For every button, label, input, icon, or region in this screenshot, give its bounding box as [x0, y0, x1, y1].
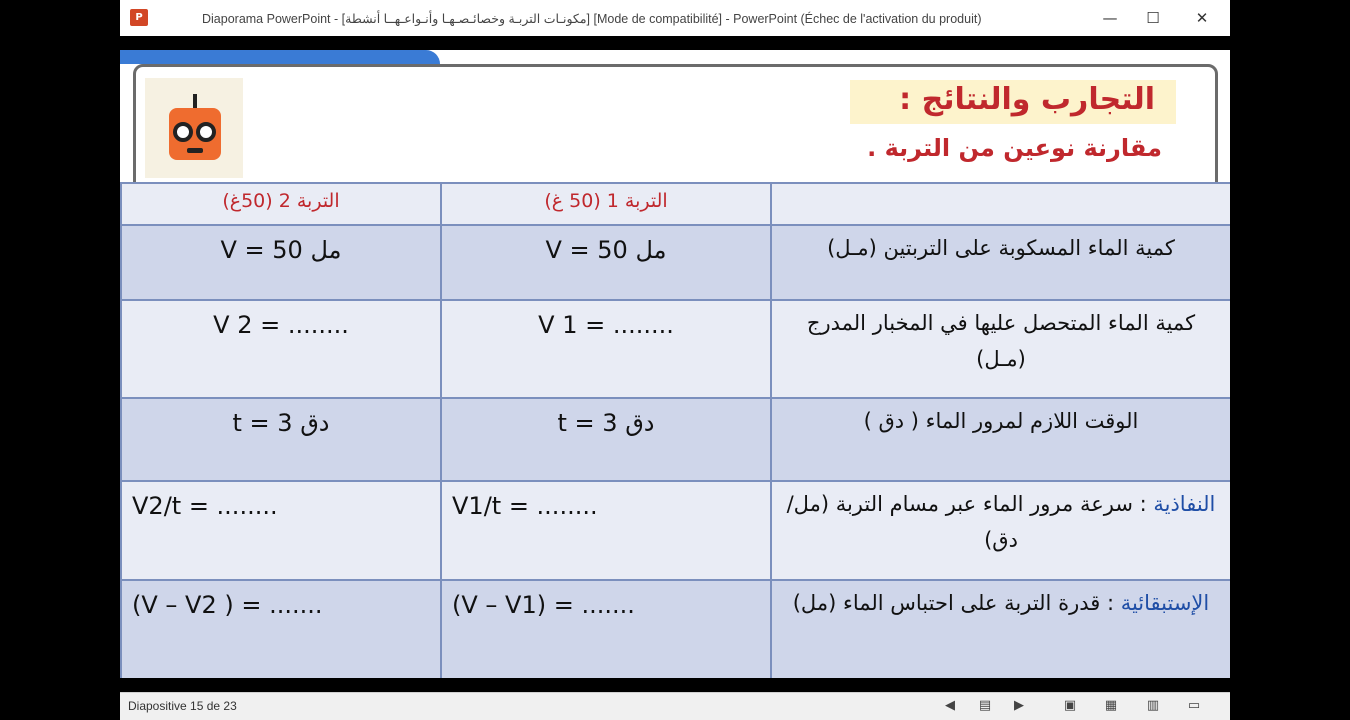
powerpoint-window — [120, 0, 1230, 720]
row-label — [771, 580, 1230, 678]
previous-slide-icon[interactable]: ◀ — [945, 698, 955, 713]
header-empty — [771, 183, 1230, 225]
slide-heading: التجارب والنتائج : — [899, 82, 1155, 117]
header-soil-1: التربة 1 (50 غ) — [441, 183, 771, 225]
close-button[interactable]: ✕ — [1195, 9, 1209, 27]
row-label — [771, 481, 1230, 580]
cell-soil-1: V1/t = ........ — [441, 481, 771, 580]
slide-counter[interactable]: Diapositive 15 de 23 — [128, 699, 237, 713]
table-row — [121, 300, 1230, 398]
powerpoint-app-icon[interactable]: P — [130, 9, 148, 26]
table-header-row — [121, 183, 1230, 225]
cell-soil-2: t = 3 دق — [121, 398, 441, 481]
row-label-text: : سرعة مرور الماء عبر مسام التربة (مل/دق) — [786, 492, 1154, 552]
table-row — [121, 580, 1230, 678]
cell-soil-2: V 2 = ........ — [121, 300, 441, 398]
slideshow-area[interactable] — [120, 36, 1230, 692]
window-title: Diaporama PowerPoint - [مكونـات التربـة وخصائـصـهـا وأنـواعـهــا أنشطة] [Mode de compatibilité] - PowerPoint (Échec de l'activation du produit) — [202, 12, 982, 26]
row-label: الوقت اللازم لمرور الماء ( دق ) — [771, 398, 1230, 481]
slide[interactable] — [120, 50, 1230, 678]
normal-view-icon[interactable]: ▣ — [1063, 698, 1077, 713]
maximize-button[interactable]: ☐ — [1146, 9, 1160, 27]
slideshow-view-icon[interactable]: ▭ — [1187, 698, 1201, 713]
mascot-glasses-left — [173, 122, 193, 142]
header-soil-2: التربة 2 (50غ) — [121, 183, 441, 225]
cell-soil-2: (V – V2 ) = ....... — [121, 580, 441, 678]
row-label: كمية الماء المسكوبة على التربتين (مـل) — [771, 225, 1230, 300]
title-bar — [120, 0, 1230, 36]
cell-soil-1: V 1 = ........ — [441, 300, 771, 398]
cell-soil-1: t = 3 دق — [441, 398, 771, 481]
cell-soil-1: V = 50 مل — [441, 225, 771, 300]
row-label-text: : قدرة التربة على احتباس الماء (مل) — [792, 591, 1121, 615]
soil-comparison-table — [120, 182, 1230, 678]
mascot-logo — [145, 78, 243, 178]
row-label: كمية الماء المتحصل عليها في المخبار المدرج (مـل) — [771, 300, 1230, 398]
mascot-mouth — [187, 148, 203, 153]
mascot-glasses-right — [196, 122, 216, 142]
term-permeability: النفاذية — [1153, 492, 1216, 516]
table-row — [121, 398, 1230, 481]
status-bar — [120, 692, 1230, 720]
cell-soil-1: (V – V1) = ....... — [441, 580, 771, 678]
slide-sorter-icon[interactable]: ▦ — [1104, 698, 1118, 713]
slide-subheading: مقارنة نوعين من التربة . — [867, 134, 1162, 162]
term-retention: الإستبقائية — [1120, 591, 1210, 615]
cell-soil-2: V2/t = ........ — [121, 481, 441, 580]
next-slide-icon[interactable]: ▶ — [1014, 698, 1024, 713]
table-row — [121, 225, 1230, 300]
reading-view-icon[interactable]: ▥ — [1146, 698, 1160, 713]
cell-soil-2: V = 50 مل — [121, 225, 441, 300]
minimize-button[interactable]: — — [1102, 9, 1118, 27]
slide-decoration-tab — [120, 50, 440, 64]
notes-icon[interactable]: ▤ — [978, 698, 992, 713]
table-row — [121, 481, 1230, 580]
